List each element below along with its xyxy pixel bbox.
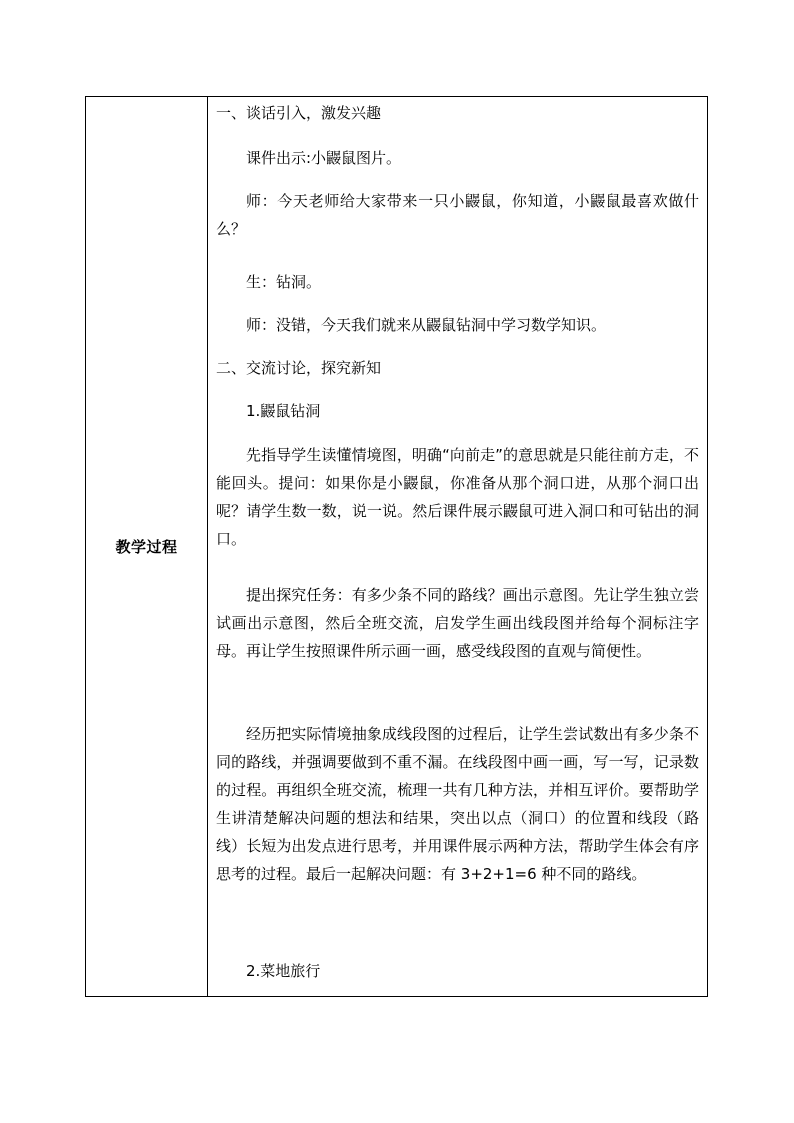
- paragraph: 师：没错，今天我们就来从鼹鼠钻洞中学习数学知识。: [246, 316, 607, 334]
- paragraph: 生：钻洞。: [246, 273, 322, 291]
- content-cell: [208, 97, 707, 996]
- row-label: 教学过程: [115, 538, 178, 556]
- paragraph: 提出探究任务：有多少条不同的路线？画出示意图。先让学生独立尝试画出示意图，然后全班交流，启发学生画出线段图并给每个洞标注字母。再让学生按照课件所示画一画，感受线段图的直观与简便性。: [216, 586, 699, 660]
- row-label-cell: [86, 97, 208, 996]
- paragraph: 经历把实际情境抽象成线段图的过程后，让学生尝试数出有多少条不同的路线，并强调要做到不重不漏。在线段图中画一画，写一写，记录数的过程。再组织全班交流，梳理一共有几种方法，并相互评价。要帮助学生讲清楚解决问题的想法和结果，突出以点（洞口）的位置和线段（路线）长短为出发点进行思考，并用课件展示两种方法，帮助学生体会有序思考的过程。最后一起解决问题：有 3+2+1=6 种不同的路线。: [216, 725, 699, 883]
- paragraph: 先指导学生读懂情境图，明确“向前走”的意思就是只能往前方走，不能回头。提问：如果你是小鼹鼠，你准备从那个洞口进，从那个洞口出呢？请学生数一数，说一说。然后课件展示鼹鼠可进入洞口和可钻出的洞口。: [216, 446, 699, 548]
- lesson-plan-table: [85, 96, 708, 997]
- subsection-heading: 1.鼹鼠钻洞: [246, 402, 321, 420]
- section-heading-2: 二、交流讨论，探究新知: [216, 359, 382, 377]
- paragraph: 师：今天老师给大家带来一只小鼹鼠，你知道，小鼹鼠最喜欢做什么？: [216, 192, 699, 238]
- subsection-heading: 2.菜地旅行: [246, 962, 321, 980]
- section-heading-1: 一、谈话引入，激发兴趣: [216, 104, 382, 122]
- paragraph: 课件出示:小鼹鼠图片。: [246, 149, 402, 167]
